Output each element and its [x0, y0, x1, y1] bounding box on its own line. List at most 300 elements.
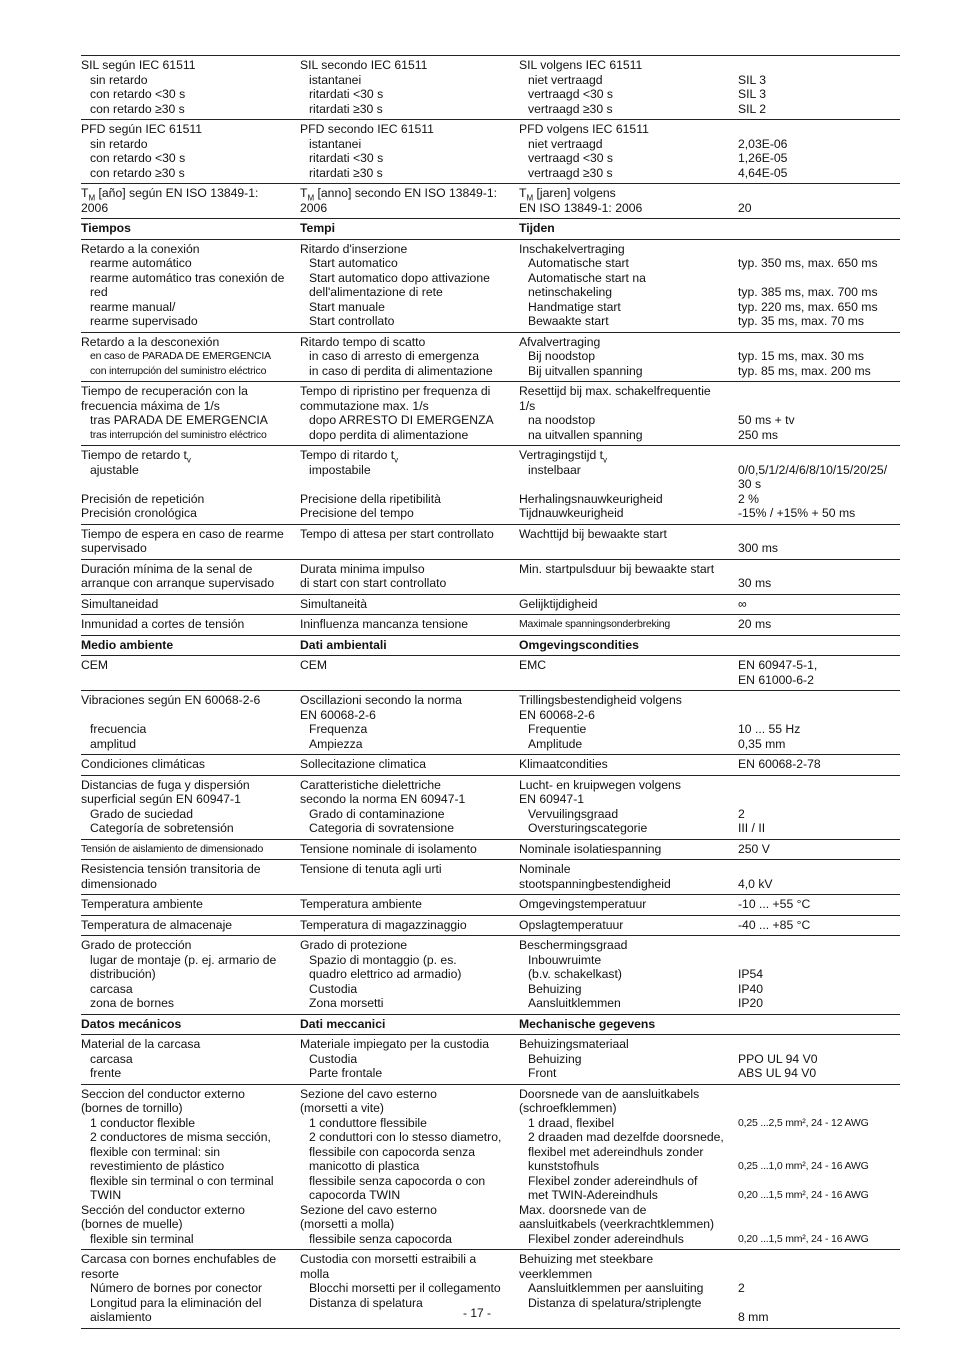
cell-line: Sección del conductor externo [81, 1202, 245, 1217]
cell-line: Tensione nominale di isolamento [300, 841, 477, 856]
cell-line [738, 1017, 900, 1032]
spanish-cell [81, 120, 300, 184]
italian-cell [300, 559, 519, 594]
cell-line: EN 60947-1 [519, 792, 585, 806]
table-row [81, 446, 900, 525]
cell-line: 1 conductor flexible [90, 1115, 196, 1130]
spec-sheet [81, 55, 900, 1329]
cell-line [738, 399, 900, 414]
table-row [81, 755, 900, 776]
cell-line: IP20 [738, 996, 764, 1010]
table-row [81, 332, 900, 382]
cell-line: dimensionado [81, 876, 157, 891]
cell-line: 2006 [300, 200, 328, 215]
cell-line: 0,25 ...1,0 mm², 24 - 16 AWG [738, 1160, 869, 1172]
cell-line: na noodstop [528, 413, 596, 427]
cell-line: Tempo di ritardo $t_v$ [300, 448, 399, 465]
cell-line [738, 1252, 900, 1267]
table-row [81, 915, 900, 936]
cell-line: 250 ms [738, 427, 778, 442]
spanish-cell [81, 594, 300, 615]
table-row [81, 239, 900, 332]
cell-line: -10 ... +55 °C [738, 897, 811, 911]
cell-line [738, 448, 900, 463]
table-row [81, 839, 900, 860]
spanish-cell [81, 656, 300, 691]
cell-line: III / II [738, 821, 766, 835]
cell-line: Temperatura ambiente [81, 897, 203, 911]
cell-line [738, 708, 900, 723]
cell-line [300, 477, 519, 492]
cell-line: 1 draad, flexibel [528, 1115, 615, 1130]
dutch-cell [519, 656, 738, 691]
italian-cell [300, 615, 519, 636]
dutch-cell [519, 446, 738, 525]
cell-line: EN 61000-6-2 [738, 672, 814, 687]
italian-cell [300, 656, 519, 691]
cell-line: Carcasa con bornes enchufables de [81, 1252, 277, 1266]
cell-line: (bornes de muelle) [81, 1217, 183, 1231]
cell-line: Opslagtemperatuur [519, 917, 624, 932]
value-cell [738, 594, 900, 615]
cell-line [738, 58, 900, 73]
cell-line: Bij noodstop [528, 349, 596, 363]
italian-cell [300, 895, 519, 916]
value-cell [738, 332, 900, 382]
cell-line: Front [528, 1066, 557, 1080]
value-cell [738, 559, 900, 594]
cell-line: Start automatico [309, 256, 398, 270]
cell-line: 2 conductores de misma sección, [90, 1130, 271, 1144]
cell-line: Precisione della ripetibilità [300, 491, 441, 506]
spanish-cell [81, 1084, 300, 1250]
dutch-cell [519, 120, 738, 184]
dutch-cell [519, 860, 738, 895]
cell-line: manicotto di plastica [309, 1159, 420, 1173]
cell-line: in caso di perdita di alimentazione [309, 363, 493, 378]
cell-line: quadro elettrico ad armadio) [309, 967, 462, 981]
dutch-cell [519, 594, 738, 615]
cell-line [738, 335, 900, 350]
table-row [81, 656, 900, 691]
cell-line: typ. 15 ms, max. 30 ms [738, 349, 864, 363]
cell-line: 0,35 mm [738, 736, 786, 751]
table-row [81, 382, 900, 446]
cell-line: EN 60947-5-1, [738, 658, 818, 672]
cell-line: 0,20 ...1,5 mm², 24 - 16 AWG [738, 1232, 869, 1245]
value-cell [738, 184, 900, 219]
cell-line [738, 862, 900, 877]
cell-line: Wachttijd bij bewaakte start [519, 526, 667, 541]
cell-line: Omgevingscondities [519, 637, 639, 652]
spanish-cell [81, 915, 300, 936]
cell-line: 0/0,5/1/2/4/6/8/10/15/20/25/ [738, 462, 888, 477]
cell-line: vertraagd <30 s [528, 151, 614, 165]
cell-line: Grado de suciedad [90, 806, 193, 821]
cell-line [738, 271, 900, 286]
cell-line: Datos mecánicos [81, 1016, 182, 1031]
cell-line: Afvalvertraging [519, 334, 601, 349]
spanish-cell [81, 184, 300, 219]
cell-line: instelbaar [528, 462, 581, 477]
cell-line: Tensione di tenuta agli urti [300, 862, 442, 876]
cell-line: Resettijd bij max. schakelfrequentie [519, 384, 711, 398]
italian-cell [300, 524, 519, 559]
value-cell [738, 936, 900, 1015]
cell-line: Longitud para la eliminación del [90, 1295, 262, 1310]
value-cell [738, 839, 900, 860]
table-row [81, 120, 900, 184]
italian-cell [300, 691, 519, 755]
cell-line: zona de bornes [90, 996, 175, 1010]
cell-line: 0,25 ...2,5 mm², 24 - 12 AWG [738, 1116, 869, 1129]
cell-line: Flexibel zonder adereindhuls of [528, 1173, 698, 1188]
cell-line: rearme automático tras conexión de [90, 270, 285, 285]
cell-line: niet vertraagd [528, 72, 603, 87]
cell-line: rearme manual/ [90, 299, 176, 314]
italian-cell [300, 184, 519, 219]
cell-line: Mechanische gegevens [519, 1016, 656, 1031]
cell-line: Precisión cronológica [81, 506, 197, 520]
cell-line: dell'alimentazione di rete [309, 285, 443, 299]
cell-line [738, 1130, 900, 1145]
cell-line: SIL según IEC 61511 [81, 58, 196, 72]
dutch-cell [519, 559, 738, 594]
italian-cell [300, 936, 519, 1015]
section-header-row [81, 219, 900, 240]
cell-line: Ininfluenza mancanza tensione [300, 617, 469, 631]
cell-line: $T_M$ [año] según EN ISO 13849-1: [81, 186, 259, 203]
cell-line: 2006 [81, 200, 109, 215]
cell-line: Start controllato [309, 314, 395, 328]
cell-line: (morsetti a molla) [300, 1217, 395, 1231]
dutch-cell [519, 895, 738, 916]
cell-line: Temperatura ambiente [300, 897, 422, 911]
cell-line: frecuencia máxima de 1/s [81, 398, 220, 413]
cell-line: flessibile senza capocorda [309, 1231, 452, 1246]
cell-line [738, 221, 900, 236]
italian-cell [300, 56, 519, 120]
value-cell [738, 382, 900, 446]
cell-line: EN ISO 13849-1: 2006 [519, 200, 643, 215]
cell-line: Handmatige start [528, 299, 621, 314]
cell-line: kunststofhuls [528, 1159, 600, 1173]
cell-line [519, 477, 738, 492]
cell-line: Beschermingsgraad [519, 938, 628, 952]
cell-line: Condiciones climáticas [81, 757, 205, 771]
cell-line: typ. 350 ms, max. 650 ms [738, 256, 878, 270]
cell-line: met TWIN-Adereindhuls [528, 1188, 658, 1202]
cell-line: SIL secondo IEC 61511 [300, 58, 428, 72]
dutch-cell [519, 219, 738, 240]
cell-line: Aansluitklemmen per aansluiting [528, 1281, 704, 1295]
cell-line: Bewaakte start [528, 314, 609, 328]
cell-line: ritardati ≥30 s [309, 101, 383, 116]
cell-line: Distanza di spelatura/striplengte [528, 1295, 702, 1310]
cell-line: flessibile senza capocorda o con [309, 1173, 486, 1188]
cell-line: Sezione del cavo esterno [300, 1086, 437, 1101]
value-cell [738, 755, 900, 776]
spanish-cell [81, 775, 300, 839]
cell-line: na uitvallen spanning [528, 427, 643, 442]
cell-line: Maximale spanningsonderbreking [519, 618, 671, 630]
dutch-cell [519, 332, 738, 382]
cell-line: Vibraciones según EN 60068-2-6 [81, 693, 261, 707]
cell-line: Dati ambientali [300, 637, 387, 652]
cell-line: Ritardo d'inserzione [300, 241, 408, 256]
cell-line [738, 562, 900, 577]
cell-line: Inbouwruimte [528, 952, 602, 967]
dutch-cell [519, 755, 738, 776]
spanish-cell [81, 635, 300, 656]
spanish-cell [81, 332, 300, 382]
dutch-cell [519, 239, 738, 332]
cell-line: vertraagd ≥30 s [528, 101, 613, 116]
cell-line: rearme supervisado [90, 314, 198, 328]
cell-line: Tempo di ripristino per frequenza di [300, 384, 491, 398]
value-cell [738, 775, 900, 839]
table-row [81, 559, 900, 594]
cell-line: Frequenza [309, 722, 368, 736]
cell-line: 8 mm [738, 1310, 769, 1324]
dutch-cell [519, 1035, 738, 1085]
italian-cell [300, 915, 519, 936]
cell-line [81, 708, 300, 723]
italian-cell [300, 239, 519, 332]
cell-line: PPO UL 94 V0 [738, 1051, 818, 1066]
spanish-cell [81, 1014, 300, 1035]
cell-line: con interrupción del suministro eléctrico [90, 364, 267, 377]
cell-line [738, 242, 900, 257]
cell-line: Oscillazioni secondo la norma [300, 693, 462, 707]
cell-line: 1/s [519, 398, 536, 413]
section-header-row [81, 1014, 900, 1035]
cell-line: -40 ... +85 °C [738, 917, 811, 932]
cell-line: lugar de montaje (p. ej. armario de [90, 952, 277, 967]
cell-line: veerklemmen [519, 1266, 593, 1281]
cell-line: en caso de PARADA DE EMERGENCIA [90, 350, 271, 362]
cell-line: Tijden [519, 221, 555, 235]
cell-line: Automatische start [528, 256, 629, 270]
cell-line: capocorda TWIN [309, 1188, 401, 1202]
cell-line: typ. 220 ms, max. 650 ms [738, 299, 878, 314]
cell-line: 1 conduttore flessibile [309, 1115, 427, 1130]
cell-line: Precisione del tempo [300, 506, 414, 520]
cell-line: $T_M$ [anno] secondo EN ISO 13849-1: [300, 186, 498, 203]
cell-line: Automatische start na [528, 270, 646, 285]
spanish-cell [81, 239, 300, 332]
cell-line: ritardati <30 s [309, 87, 384, 101]
cell-line [738, 1087, 900, 1102]
cell-line: Distanza di spelatura [309, 1295, 423, 1310]
cell-line: Doorsnede van de aansluitkabels [519, 1086, 700, 1101]
cell-line: istantanei [309, 136, 362, 151]
italian-cell [300, 1014, 519, 1035]
page-number: - 17 - [462, 1306, 491, 1320]
cell-line: Categoría de sobretensión [90, 821, 234, 835]
cell-line: -15% / +15% + 50 ms [738, 506, 856, 520]
table-row [81, 860, 900, 895]
spanish-cell [81, 691, 300, 755]
value-cell [738, 524, 900, 559]
cell-line: 20 [738, 200, 752, 215]
spanish-cell [81, 839, 300, 860]
cell-line: molla [300, 1266, 330, 1281]
technical-data-table [81, 55, 900, 1329]
cell-line: 2 [738, 806, 745, 821]
cell-line: vertraagd ≥30 s [528, 165, 613, 180]
cell-line: Tensión de aislamiento de dimensionado [81, 842, 264, 855]
cell-line: sin retardo [90, 136, 148, 151]
cell-line: Grado di contaminazione [309, 806, 445, 821]
table-row [81, 1084, 900, 1250]
cell-line: di start con start controllato [300, 576, 447, 590]
italian-cell [300, 332, 519, 382]
dutch-cell [519, 56, 738, 120]
italian-cell [300, 446, 519, 525]
cell-line: (bornes de tornillo) [81, 1101, 183, 1115]
cell-line [738, 1101, 900, 1116]
cell-line: SIL 3 [738, 87, 767, 101]
dutch-cell [519, 615, 738, 636]
cell-line: Oversturingscategorie [528, 821, 648, 835]
cell-line: in caso di arresto di emergenza [309, 349, 480, 363]
cell-line: Lucht- en kruipwegen volgens [519, 777, 681, 792]
italian-cell [300, 382, 519, 446]
cell-line: IP54 [738, 967, 764, 981]
cell-line: SIL 3 [738, 72, 767, 87]
cell-line: Parte frontale [309, 1066, 383, 1080]
cell-line: Max. doorsnede van de [519, 1202, 647, 1217]
cell-line: Simultaneità [300, 596, 368, 611]
cell-line: (b.v. schakelkast) [528, 967, 622, 981]
cell-line: 2,03E-06 [738, 136, 788, 151]
dutch-cell [519, 382, 738, 446]
italian-cell [300, 860, 519, 895]
table-row [81, 594, 900, 615]
cell-line: Retardo a la conexión [81, 241, 200, 256]
value-cell [738, 1084, 900, 1250]
cell-line: 4,64E-05 [738, 165, 788, 180]
italian-cell [300, 1035, 519, 1085]
cell-line: Behuizingsmateriaal [519, 1037, 629, 1051]
cell-line: flexible sin terminal [90, 1231, 194, 1246]
spanish-cell [81, 755, 300, 776]
cell-line: Behuizing [528, 1051, 582, 1066]
cell-line: Ampiezza [309, 736, 363, 751]
value-cell [738, 860, 900, 895]
cell-line: Tiempos [81, 221, 131, 235]
cell-line: EN 60068-2-6 [300, 707, 376, 722]
table-row [81, 524, 900, 559]
cell-line [738, 1203, 900, 1218]
dutch-cell [519, 524, 738, 559]
cell-line: Behuizing [528, 981, 582, 996]
cell-line: rearme automático [90, 256, 192, 270]
cell-line [738, 384, 900, 399]
cell-line [738, 693, 900, 708]
dutch-cell [519, 635, 738, 656]
cell-line: Custodia [309, 981, 358, 996]
cell-line [738, 1217, 900, 1232]
cell-line: PFD volgens IEC 61511 [519, 122, 649, 136]
cell-line: Caratteristiche dielettriche [300, 777, 441, 792]
cell-line: Behuizing met steekbare [519, 1252, 654, 1266]
cell-line: dopo perdita di alimentazione [309, 427, 469, 442]
cell-line: dopo ARRESTO DI EMERGENZA [309, 413, 494, 427]
cell-line: Resistencia tensión transitoria de [81, 862, 261, 876]
cell-line: 2 [738, 1281, 745, 1295]
italian-cell [300, 775, 519, 839]
cell-line: supervisado [81, 541, 147, 555]
cell-line: 300 ms [738, 541, 778, 555]
cell-line: amplitud [90, 736, 137, 751]
cell-line: 30 s [738, 477, 762, 491]
value-cell [738, 635, 900, 656]
cell-line: (morsetti a vite) [300, 1101, 384, 1115]
cell-line [738, 638, 900, 653]
cell-line: sin retardo [90, 72, 148, 87]
value-cell [738, 1014, 900, 1035]
value-cell [738, 615, 900, 636]
cell-line: Tiempo de recuperación con la [81, 384, 248, 398]
spanish-cell [81, 56, 300, 120]
cell-line: Durata minima impulso [300, 561, 425, 576]
cell-line: Nominale [519, 862, 571, 876]
cell-line: 30 ms [738, 576, 772, 590]
cell-line: Sollecitazione climatica [300, 757, 426, 771]
cell-line: ∞ [738, 596, 747, 611]
cell-line: flexible sin terminal o con terminal [90, 1173, 274, 1188]
spanish-cell [81, 219, 300, 240]
value-cell [738, 446, 900, 525]
cell-line: frecuencia [90, 722, 147, 736]
italian-cell [300, 755, 519, 776]
cell-line: CEM [300, 658, 328, 672]
cell-line: typ. 85 ms, max. 200 ms [738, 363, 871, 378]
cell-line: Amplitude [528, 736, 583, 751]
cell-line: Número de bornes por conector [90, 1281, 263, 1295]
cell-line: aansluitkabels (veerkrachtklemmen) [519, 1217, 715, 1231]
table-row [81, 1035, 900, 1085]
cell-line: Start manuale [309, 299, 385, 314]
cell-line: flexible con terminal: sin [90, 1144, 221, 1159]
dutch-cell [519, 691, 738, 755]
value-cell [738, 56, 900, 120]
cell-line: Inschakelvertraging [519, 241, 625, 256]
cell-line: secondo la norma EN 60947-1 [300, 792, 466, 806]
cell-line: Duración mínima de la senal de [81, 561, 253, 576]
cell-line [738, 122, 900, 137]
cell-line: arranque con arranque supervisado [81, 576, 275, 590]
cell-line: con retardo ≥30 s [90, 101, 185, 116]
cell-line: Seccion del conductor externo [81, 1086, 245, 1101]
spanish-cell [81, 615, 300, 636]
table-body [81, 56, 900, 1329]
cell-line: Trillingsbestendigheid volgens [519, 693, 682, 707]
cell-line: Tempo di attesa per start controllato [300, 526, 494, 541]
value-cell [738, 219, 900, 240]
cell-line: frente [90, 1066, 122, 1080]
cell-line: SIL volgens IEC 61511 [519, 58, 643, 72]
spanish-cell [81, 895, 300, 916]
table-row [81, 895, 900, 916]
cell-line: Temperatura di magazzinaggio [300, 917, 467, 932]
cell-line: EN 60068-2-6 [519, 707, 595, 722]
cell-line: ABS UL 94 V0 [738, 1066, 817, 1080]
italian-cell [300, 839, 519, 860]
value-cell [738, 120, 900, 184]
